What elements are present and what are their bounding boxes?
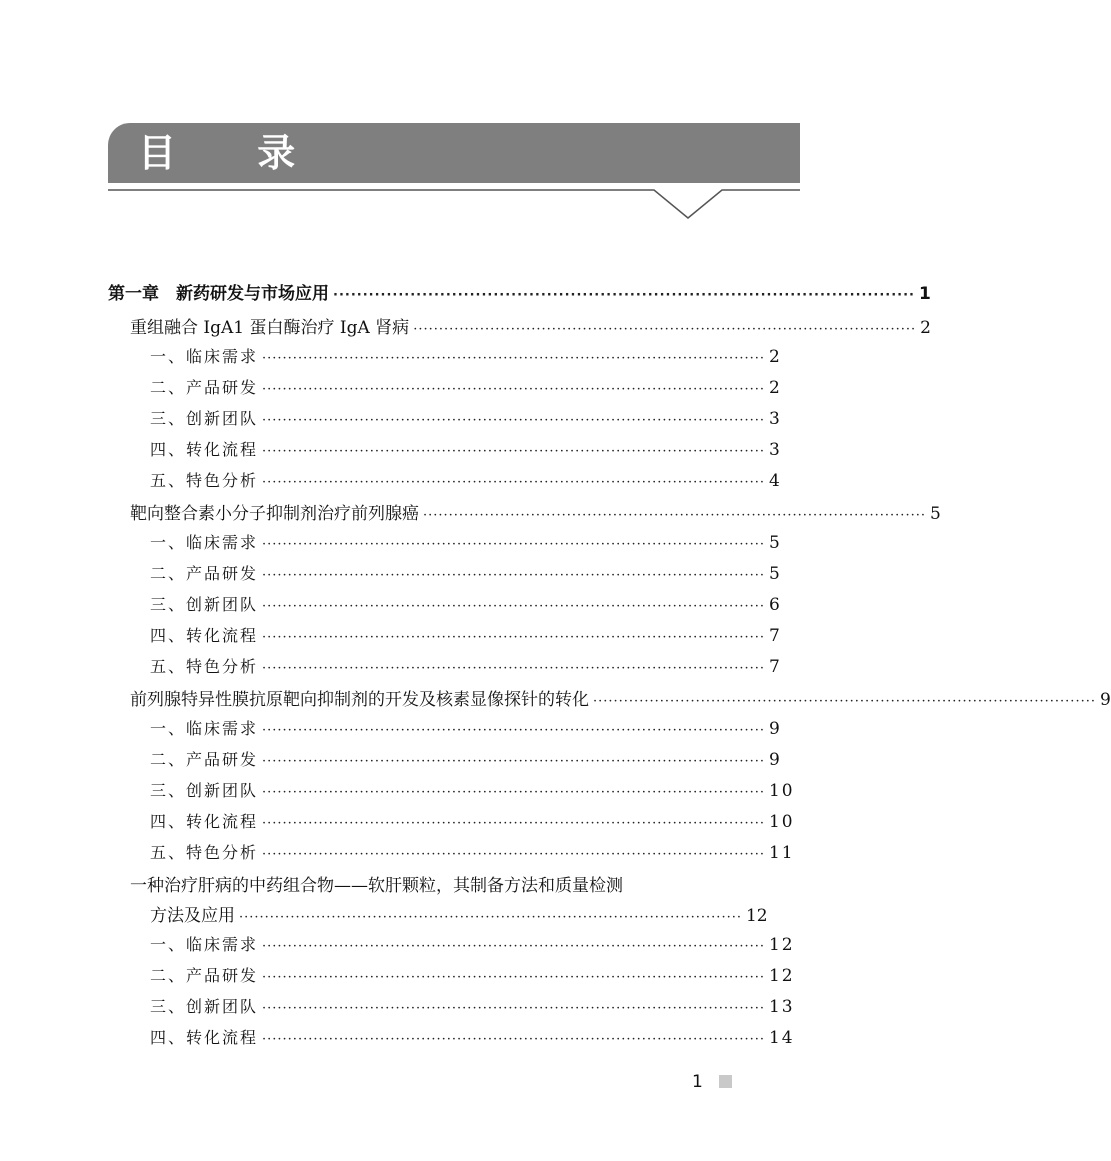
toc-section-entry[interactable]: [130, 499, 941, 525]
toc-subsection-entry[interactable]: [150, 654, 782, 680]
toc-subsection-entry[interactable]: [150, 747, 782, 773]
dot-leader: ··································································································: [262, 785, 765, 800]
toc-entry-page: 12: [745, 906, 768, 926]
toc-entry-page: 9: [1099, 690, 1111, 710]
toc-entry-title: 二、产品研发: [150, 750, 259, 769]
toc-entry-title: 二、产品研发: [150, 378, 259, 397]
toc-entry-title: 前列腺特异性膜抗原靶向抑制剂的开发及核素显像探针的转化: [130, 690, 589, 710]
toc-entry-page: 6: [768, 595, 782, 615]
toc-subsection-entry[interactable]: [150, 623, 782, 649]
toc-entry-title: 一、临床需求: [150, 935, 259, 954]
toc-entry-page: 5: [929, 504, 941, 524]
toc-entry-page: 2: [768, 347, 782, 367]
dot-leader: ··································································································: [262, 444, 765, 459]
toc-entry-page: 3: [768, 440, 782, 460]
dot-leader: ··································································································: [413, 322, 917, 337]
footer-page-number: 1: [692, 1072, 703, 1092]
toc-entry-page: 7: [768, 657, 782, 677]
toc-entry-title: 五、特色分析: [150, 657, 259, 676]
dot-leader: ··································································································: [262, 413, 765, 428]
toc-entry-page: 12: [768, 935, 795, 955]
toc-subsection-entry[interactable]: [150, 530, 782, 556]
toc-entry-title: 方法及应用: [150, 906, 235, 926]
toc-entry-page: 5: [768, 533, 782, 553]
toc-chapter-entry[interactable]: [108, 279, 931, 305]
dot-leader: ··································································································: [262, 1032, 765, 1047]
dot-leader: ··································································································: [262, 939, 765, 954]
dot-leader: ··································································································: [262, 630, 765, 645]
toc-entry-title: 三、创新团队: [150, 409, 259, 428]
toc-subsection-entry[interactable]: [150, 375, 782, 401]
toc-subsection-entry[interactable]: [150, 344, 782, 370]
toc-subsection-entry[interactable]: [150, 1025, 795, 1051]
toc-entry-title: 三、创新团队: [150, 781, 259, 800]
toc-entry-page: 3: [768, 409, 782, 429]
footer-square-mark: [719, 1075, 732, 1088]
toc-subsection-entry[interactable]: [150, 561, 782, 587]
toc-subsection-entry[interactable]: [150, 406, 782, 432]
toc-entry-page: 2: [920, 318, 931, 338]
dot-leader: ··································································································: [262, 1001, 765, 1016]
dot-leader: ··································································································: [262, 475, 765, 490]
toc-subsection-entry[interactable]: [150, 592, 782, 618]
toc-subsection-entry[interactable]: [150, 840, 795, 866]
toc-entry-title: 四、转化流程: [150, 1028, 259, 1047]
toc-entry-title: 一、临床需求: [150, 533, 259, 552]
toc-entry-page: 4: [768, 471, 782, 491]
toc-entry-page: 9: [768, 750, 782, 770]
dot-leader: ··································································································: [593, 694, 1096, 709]
toc-subsection-entry[interactable]: [150, 809, 795, 835]
toc-entry-title: 重组融合 IgA1 蛋白酶治疗 IgA 肾病: [130, 318, 410, 338]
toc-entry-title: 二、产品研发: [150, 966, 259, 985]
toc-entry-title: 靶向整合素小分子抑制剂治疗前列腺癌: [130, 504, 419, 524]
toc-section-title-line1[interactable]: 一种治疗肝病的中药组合物——软肝颗粒，其制备方法和质量检测: [130, 876, 623, 896]
toc-section-entry[interactable]: [130, 313, 931, 339]
toc-subsection-entry[interactable]: [150, 437, 782, 463]
toc-section-entry[interactable]: [130, 685, 1111, 711]
toc-entry-title: 五、特色分析: [150, 843, 259, 862]
toc-entry-title: 三、创新团队: [150, 997, 259, 1016]
toc-subsection-entry[interactable]: [150, 716, 782, 742]
toc-entry-page: 11: [768, 843, 795, 863]
dot-leader: ··································································································: [262, 537, 765, 552]
toc-entry-page: 10: [768, 812, 795, 832]
toc-entry-page: 2: [768, 378, 782, 398]
toc-entry-title: 四、转化流程: [150, 812, 259, 831]
toc-entry-title: 第一章 新药研发与市场应用: [108, 284, 329, 304]
toc-section-entry[interactable]: [150, 901, 768, 927]
dot-leader: ··································································································: [262, 754, 765, 769]
dot-leader: ··································································································: [262, 599, 765, 614]
toc-entry-page: 14: [768, 1028, 795, 1048]
toc-subsection-entry[interactable]: [150, 963, 795, 989]
toc-entry-page: 1: [918, 284, 931, 304]
dot-leader: ··································································································: [262, 661, 765, 676]
dot-leader: ··································································································: [333, 288, 915, 303]
dot-leader: ··································································································: [239, 910, 742, 925]
toc-subsection-entry[interactable]: [150, 994, 795, 1020]
dot-leader: ··································································································: [262, 847, 765, 862]
dot-leader: ··································································································: [262, 970, 765, 985]
dot-leader: ··································································································: [262, 568, 765, 583]
dot-leader: ··································································································: [262, 816, 765, 831]
page-title: 目 录: [138, 131, 330, 175]
toc-subsection-entry[interactable]: [150, 932, 795, 958]
toc-entry-title: 五、特色分析: [150, 471, 259, 490]
toc-entry-title: 四、转化流程: [150, 626, 259, 645]
dot-leader: ··································································································: [262, 382, 765, 397]
toc-entry-page: 13: [768, 997, 795, 1017]
toc-entry-title: 三、创新团队: [150, 595, 259, 614]
dot-leader: ··································································································: [423, 508, 926, 523]
toc-subsection-entry[interactable]: [150, 468, 782, 494]
toc-entry-page: 12: [768, 966, 795, 986]
toc-entry-title: 二、产品研发: [150, 564, 259, 583]
toc-entry-page: 10: [768, 781, 795, 801]
dot-leader: ··································································································: [262, 351, 765, 366]
toc-entry-title: 一、临床需求: [150, 347, 259, 366]
toc-entry-title: 四、转化流程: [150, 440, 259, 459]
toc-entry-title: 一、临床需求: [150, 719, 259, 738]
dot-leader: ··································································································: [262, 723, 765, 738]
toc-entry-page: 7: [768, 626, 782, 646]
toc-subsection-entry[interactable]: [150, 778, 795, 804]
toc-entry-page: 9: [768, 719, 782, 739]
toc-entry-page: 5: [768, 564, 782, 584]
